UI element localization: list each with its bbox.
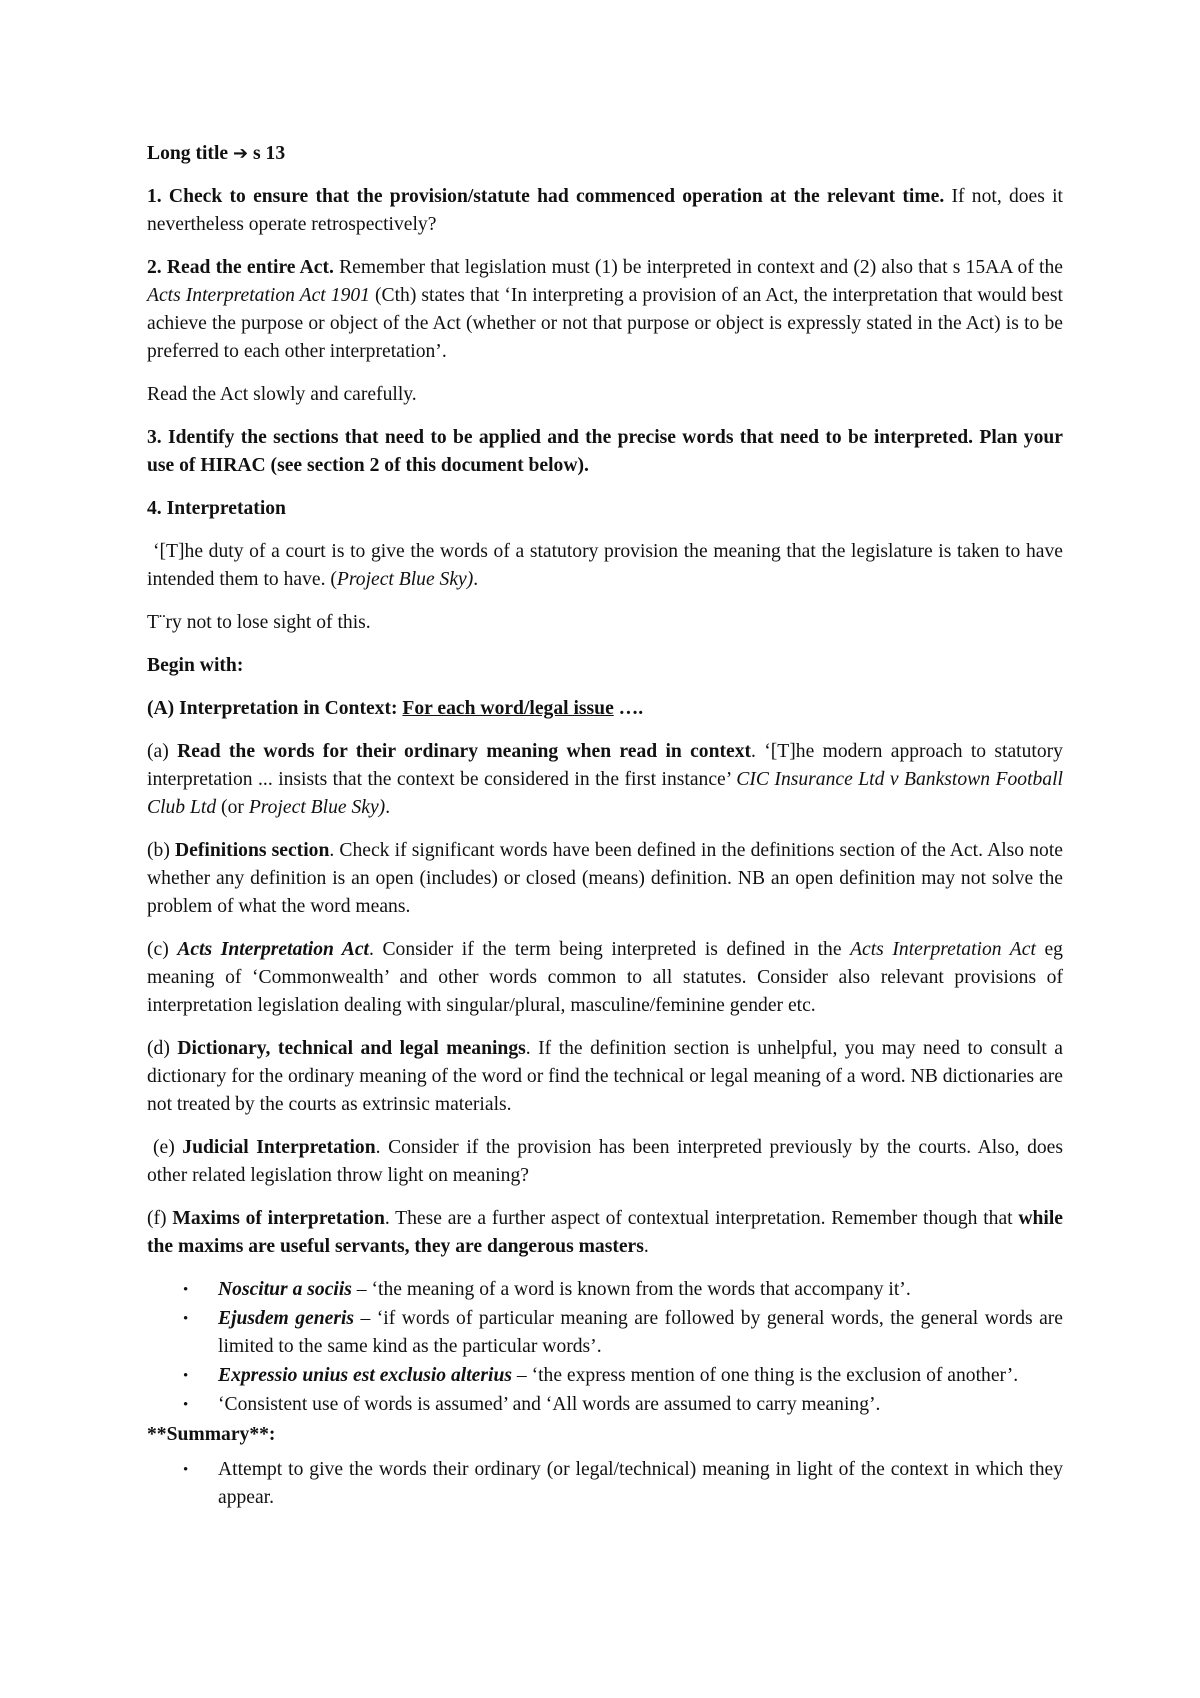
step-2-text: Remember that legislation must (1) be interpreted in context and (2) also that s 15AA of the bbox=[333, 257, 1063, 278]
item-a-text-3: . bbox=[385, 797, 391, 818]
reminder-note: T¨ry not to lose sight of this. bbox=[147, 612, 371, 633]
list-item bbox=[147, 1362, 1063, 1390]
section-a-ellipsis: …. bbox=[613, 698, 644, 719]
step-3: 3. Identify the sections that need to be applied and the precise words that need to be interpreted. Plan your use of HIRAC (see section 2 of this document below). bbox=[147, 427, 1063, 476]
item-c bbox=[147, 936, 1063, 1020]
bullet-icon: • bbox=[183, 1311, 189, 1327]
maxims-list bbox=[147, 1276, 1063, 1419]
heading-text: Long title bbox=[147, 143, 233, 164]
item-d-text: . If the definition section is unhelpful, you may need to consult a dictionary for the ordinary meaning of the word or find the technical or legal meaning of a word. NB dictionaries are not treated by the courts as extrinsic materials. bbox=[147, 1038, 1064, 1115]
item-d-label: (d) bbox=[147, 1038, 178, 1059]
summary-text: Attempt to give the words their ordinary (or legal/technical) meaning in light of the context in which they appear. bbox=[218, 1459, 1063, 1508]
item-e-text: . Consider if the provision has been interpreted previously by the courts. Also, does other related legislation throw light on meaning? bbox=[147, 1137, 1063, 1186]
step-1 bbox=[147, 183, 1063, 239]
item-f-label: (f) bbox=[147, 1208, 173, 1229]
summary-heading: **Summary**: bbox=[147, 1424, 276, 1445]
item-e bbox=[147, 1134, 1063, 1190]
quote-case: Project Blue Sky) bbox=[336, 569, 474, 590]
item-d-heading: Dictionary, technical and legal meanings bbox=[177, 1038, 526, 1059]
item-f bbox=[147, 1205, 1063, 1261]
step-2-heading: 2. Read the entire Act. bbox=[147, 257, 334, 278]
summary-list bbox=[147, 1456, 1063, 1512]
bullet-icon: • bbox=[183, 1397, 189, 1413]
list-item bbox=[147, 1391, 1063, 1419]
item-c-text: . Consider if the term being interpreted is defined in the bbox=[369, 939, 851, 960]
section-a-heading bbox=[147, 695, 1063, 723]
bullet-icon: • bbox=[183, 1462, 189, 1478]
item-f-emphasis: while the maxims are useful servants, they are dangerous masters bbox=[147, 1208, 1063, 1257]
item-f-heading: Maxims of interpretation bbox=[172, 1208, 385, 1229]
document-page bbox=[147, 140, 1063, 1514]
quote-end: . bbox=[473, 569, 479, 590]
item-c-act: Acts Interpretation Act bbox=[850, 939, 1036, 960]
item-b bbox=[147, 837, 1063, 921]
step-1-heading: 1. Check to ensure that the provision/statute had commenced operation at the relevant time. bbox=[147, 186, 945, 207]
item-e-heading: Judicial Interpretation bbox=[182, 1137, 376, 1158]
long-title-heading bbox=[147, 140, 1063, 168]
item-f-text: . These are a further aspect of contextual interpretation. Remember though that bbox=[384, 1208, 1019, 1229]
item-a bbox=[147, 738, 1063, 822]
step-4-heading: 4. Interpretation bbox=[147, 498, 286, 519]
maxim-text: ‘Consistent use of words is assumed’ and ‘All words are assumed to carry meaning’. bbox=[218, 1394, 881, 1415]
act-name: Acts Interpretation Act 1901 bbox=[147, 285, 370, 306]
item-c-label: (c) bbox=[147, 939, 178, 960]
step-2-quote: (Cth) states that ‘In interpreting a provision of an Act, the interpretation that would best achieve the purpose or object of the Act (whether or not that purpose or object is expressly stated in the Act) is to be preferred to each other interpretation’. bbox=[147, 285, 1063, 362]
maxim-text: – ‘the express mention of one thing is the exclusion of another’. bbox=[511, 1365, 1019, 1386]
maxim-name: Noscitur a sociis bbox=[218, 1279, 352, 1300]
step-1-text: If not, does it nevertheless operate retrospectively? bbox=[147, 186, 1063, 235]
item-a-text-2: (or bbox=[216, 797, 249, 818]
arrow-right-icon: ➔ bbox=[233, 143, 249, 164]
heading-section-ref: s 13 bbox=[248, 143, 286, 164]
item-b-text: . Check if significant words have been defined in the definitions section of the Act. Also note whether any definition is an open (includes) or closed (means) definition. NB an open definition may not solve the problem of what the word means. bbox=[147, 840, 1063, 917]
item-c-heading: Acts Interpretation Act bbox=[177, 939, 369, 960]
section-a-underlined: For each word/legal issue bbox=[402, 698, 614, 719]
item-a-case-2: Project Blue Sky) bbox=[248, 797, 386, 818]
maxim-text: – ‘the meaning of a word is known from the words that accompany it’. bbox=[351, 1279, 911, 1300]
item-a-heading: Read the words for their ordinary meaning when read in context bbox=[177, 741, 752, 762]
maxim-name: Ejusdem generis bbox=[218, 1308, 355, 1329]
item-b-label: (b) bbox=[147, 840, 176, 861]
quote-text: ‘[T]he duty of a court is to give the words of a statutory provision the meaning that the legislature is taken to have intended them to have. ( bbox=[147, 541, 1063, 590]
item-e-label: (e) bbox=[153, 1137, 183, 1158]
item-a-case-1: CIC Insurance Ltd v Bankstown Football Club Ltd bbox=[147, 769, 1063, 818]
item-b-heading: Definitions section bbox=[175, 840, 330, 861]
step-2 bbox=[147, 254, 1063, 366]
item-c-text-2: eg meaning of ‘Commonwealth’ and other words common to all statutes. Consider also relevant provisions of interpretation legislation dealing with singular/plural, masculine/feminine gender etc. bbox=[147, 939, 1063, 1016]
list-item bbox=[147, 1456, 1063, 1512]
maxim-name: Expressio unius est exclusio alterius bbox=[218, 1365, 512, 1386]
item-f-text-2: . bbox=[643, 1236, 649, 1257]
bullet-icon: • bbox=[183, 1282, 189, 1298]
item-d bbox=[147, 1035, 1063, 1119]
bullet-icon: • bbox=[183, 1368, 189, 1384]
read-slowly-note: Read the Act slowly and carefully. bbox=[147, 384, 417, 405]
begin-with-label: Begin with: bbox=[147, 655, 244, 676]
court-duty-quote bbox=[147, 538, 1063, 594]
section-a-title: (A) Interpretation in Context: bbox=[147, 698, 403, 719]
list-item bbox=[147, 1276, 1063, 1304]
maxim-text: – ‘if words of particular meaning are followed by general words, the general words are limited to the same kind as the particular words’. bbox=[218, 1308, 1063, 1357]
item-a-label: (a) bbox=[147, 741, 178, 762]
list-item bbox=[147, 1305, 1063, 1361]
item-a-text: . ‘[T]he modern approach to statutory interpretation ... insists that the context be considered in the first instance’ bbox=[147, 741, 1063, 790]
